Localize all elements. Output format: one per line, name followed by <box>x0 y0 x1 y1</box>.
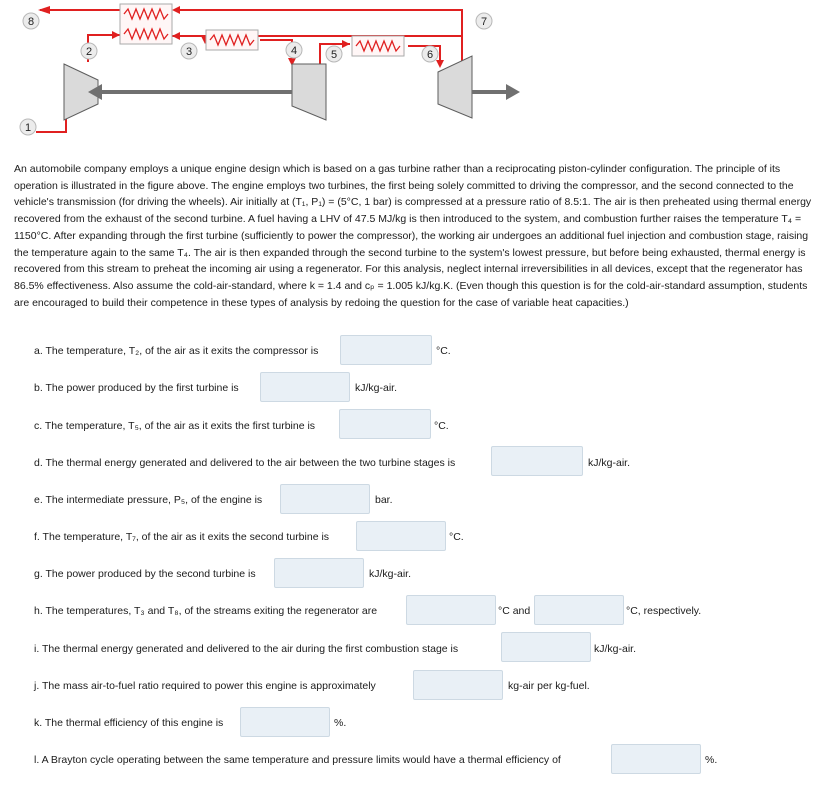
turbine-1 <box>292 64 326 120</box>
answer-l-input[interactable] <box>611 744 701 774</box>
answer-e-input[interactable] <box>280 484 370 514</box>
question-f-unit: °C. <box>449 531 464 543</box>
question-e-unit: bar. <box>375 494 393 506</box>
turbine-2 <box>438 56 472 118</box>
question-a-text: a. The temperature, T₂, of the air as it exits the compressor is <box>34 345 319 357</box>
question-a-unit: °C. <box>436 345 451 357</box>
question-k-unit: %. <box>334 717 347 729</box>
question-k-text: k. The thermal efficiency of this engine is <box>34 717 224 729</box>
state-label-5 <box>326 46 342 62</box>
svg-text:8: 8 <box>27 16 35 28</box>
question-d-unit: kJ/kg-air. <box>588 457 631 469</box>
svg-text:4: 4 <box>290 45 298 57</box>
question-g-unit: kJ/kg-air. <box>369 568 412 580</box>
question-h-unit: °C, respectively. <box>626 605 702 617</box>
state-label-1 <box>20 119 36 135</box>
question-l-unit: %. <box>705 754 718 766</box>
question-f-text: f. The temperature, T₇, of the air as it exits the second turbine is <box>34 531 330 543</box>
question-h-text: h. The temperatures, T₃ and T₈, of the streams exiting the regenerator are <box>34 605 378 617</box>
question-i-text: i. The thermal energy generated and delivered to the air during the first combustion stage is <box>34 643 459 655</box>
question-h-unit-mid: °C and <box>498 605 531 617</box>
svg-text:3: 3 <box>185 46 193 58</box>
answer-k-input[interactable] <box>240 707 330 737</box>
question-d-text: d. The thermal energy generated and delivered to the air between the two turbine stages is <box>34 457 456 469</box>
question-j-unit: kg-air per kg-fuel. <box>508 680 590 692</box>
question-e-text: e. The intermediate pressure, P₅, of the engine is <box>34 494 263 506</box>
answer-g-input[interactable] <box>274 558 364 588</box>
shaft-arrow-right <box>506 84 520 100</box>
svg-text:1: 1 <box>24 122 32 134</box>
answer-h-t8-input[interactable] <box>534 595 624 625</box>
answer-d-input[interactable] <box>491 446 583 476</box>
state-label-4 <box>286 42 302 58</box>
svg-text:7: 7 <box>480 16 488 28</box>
answer-b-input[interactable] <box>260 372 350 402</box>
question-b-text: b. The power produced by the first turbine is <box>34 382 239 394</box>
question-l-text: l. A Brayton cycle operating between the same temperature and pressure limits would have a thermal efficiency of <box>34 754 561 766</box>
question-j-text: j. The mass air-to-fuel ratio required to power this engine is approximately <box>34 680 376 692</box>
answer-i-input[interactable] <box>501 632 591 662</box>
engine-schematic <box>0 0 827 150</box>
state-label-8 <box>23 13 39 29</box>
question-c-unit: °C. <box>434 420 449 432</box>
regenerator <box>120 4 172 44</box>
answer-f-input[interactable] <box>356 521 446 551</box>
problem-statement: An automobile company employs a unique engine design which is based on a gas turbine rather than a reciprocating piston-cylinder configuration. The principle of its operation is illustrated in the figure above. The engine employs two turbines, the first being solely committed to driving the compressor, and the second connected to the vehicle's transmission (for driving the wheels). Air initially at (T₁, P₁) = (5°C, 1 bar) is compressed at a pressure ratio of 8.5:1. The air is then preheated using thermal energy recovered from the exhaust of the second turbine. A fuel having a LHV of 47.5 MJ/kg is then introduced to the system, and combustion further raises the temperature T₄ = 1150°C. After expanding through the first turbine (sufficiently to power the compressor), the working air undergoes an additional fuel injection and combustion stage, raising the temperature again to the same T₄. The air is then expanded through the second turbine to the system's lowest pressure, but before being exhausted, thermal energy is recovered from this stream to preheat the incoming air using a regenerator. For this analysis, neglect internal irreversibilities in all devices, except that the regenerator has 86.5% effectiveness. Also assume the cold-air-standard, where k = 1.4 and cₚ = 1.005 kJ/kg.K. (Even though this question is for the cold-air-standard assumption, students are encouraged to build their competence in these types of analysis by redoing the question for the case of variable heat capacities.) <box>14 163 812 309</box>
svg-text:6: 6 <box>426 49 434 61</box>
state-label-2 <box>81 43 97 59</box>
state-label-6 <box>422 46 438 62</box>
question-g-text: g. The power produced by the second turbine is <box>34 568 256 580</box>
question-i-unit: kJ/kg-air. <box>594 643 637 655</box>
answer-a-input[interactable] <box>340 335 432 365</box>
question-b-unit: kJ/kg-air. <box>355 382 398 394</box>
flow-lines <box>36 6 462 132</box>
question-c-text: c. The temperature, T₅, of the air as it exits the first turbine is <box>34 420 316 432</box>
svg-text:2: 2 <box>85 46 93 58</box>
answer-c-input[interactable] <box>339 409 431 439</box>
state-label-7 <box>476 13 492 29</box>
answer-j-input[interactable] <box>413 670 503 700</box>
state-label-3 <box>181 43 197 59</box>
answer-h-t3-input[interactable] <box>406 595 496 625</box>
combustor-2 <box>352 36 404 56</box>
combustor-1 <box>206 30 258 50</box>
svg-text:5: 5 <box>330 49 338 61</box>
